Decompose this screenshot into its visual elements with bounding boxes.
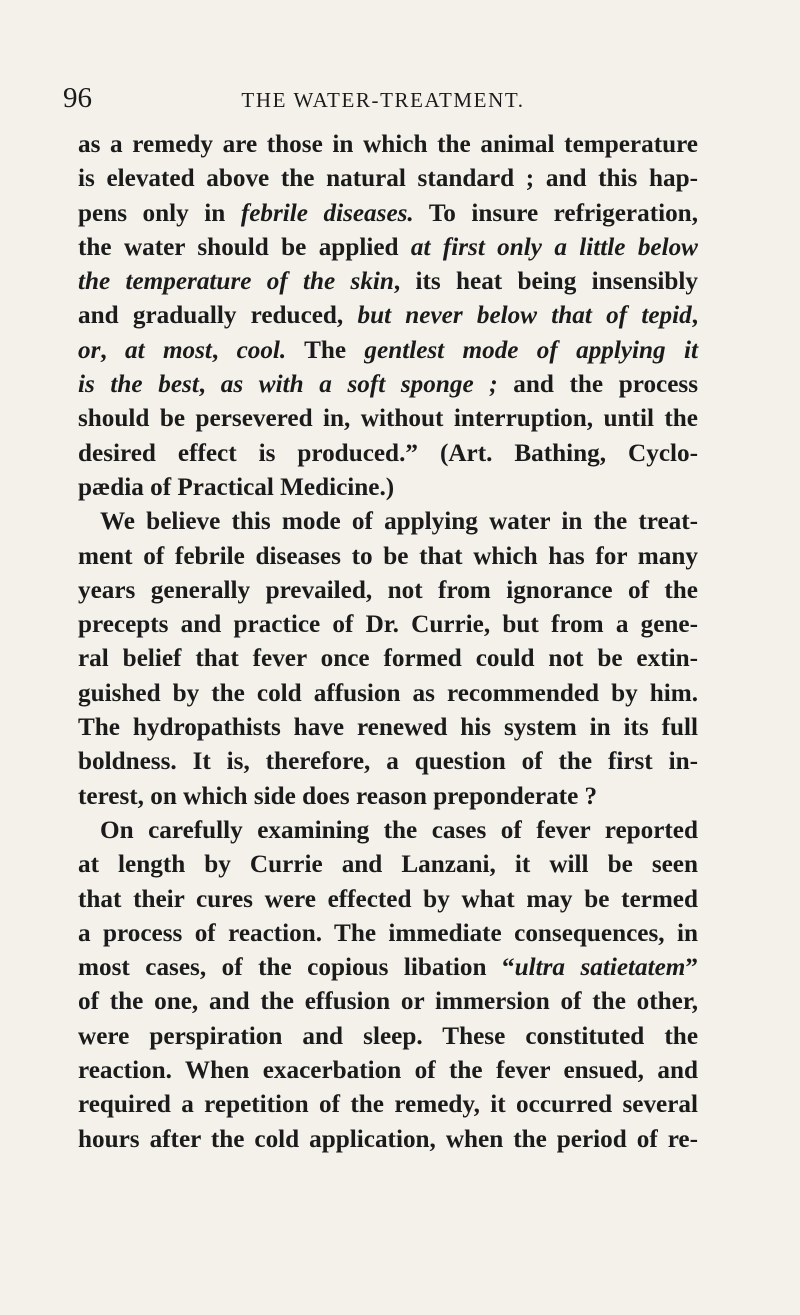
text-run: and gradually reduced, bbox=[78, 302, 358, 330]
text-run: of the one, and the effusion or immersion of the other, bbox=[78, 988, 698, 1016]
text-line bbox=[78, 197, 698, 231]
text-run: desired effect is produced.” (Art. Bathing, Cyclo- bbox=[78, 439, 698, 467]
text-run: ” bbox=[685, 954, 698, 982]
text-line bbox=[78, 608, 698, 642]
text-line bbox=[78, 574, 698, 608]
text-line bbox=[78, 368, 698, 402]
text-run: , bbox=[691, 302, 698, 330]
text-line bbox=[78, 985, 698, 1019]
text-line bbox=[78, 951, 698, 985]
text-run: , bbox=[198, 371, 221, 399]
italic-text: as with a soft sponge ; bbox=[220, 371, 498, 399]
text-run: , its heat being insensibly bbox=[393, 268, 698, 296]
italic-text: but never below that of tepid bbox=[357, 302, 692, 330]
text-run: years generally prevailed, not from ignorance of the bbox=[78, 576, 698, 604]
text-run: reaction. When exacerbation of the fever ensued, and bbox=[78, 1057, 698, 1085]
text-run: hours after the cold application, when the period of re- bbox=[78, 1125, 698, 1153]
italic-text: or bbox=[78, 336, 101, 364]
text-run: ment of febrile diseases to be that which has for many bbox=[78, 542, 698, 570]
text-run: is elevated above the natural standard ; and this hap- bbox=[78, 165, 698, 193]
text-line bbox=[78, 814, 698, 848]
text-line bbox=[78, 299, 698, 333]
italic-text: ultra satietatem bbox=[514, 954, 686, 982]
text-run: a process of reaction. The immediate consequences, in bbox=[78, 919, 698, 947]
text-run: most cases, of the copious libation “ bbox=[78, 954, 515, 982]
text-run: The hydropathists have renewed his system in its full bbox=[78, 714, 698, 742]
italic-text: at most bbox=[125, 336, 212, 364]
text-line bbox=[78, 437, 698, 471]
text-run: On carefully examining the cases of fever reported bbox=[100, 816, 698, 844]
text-line bbox=[78, 334, 698, 368]
text-line bbox=[78, 1088, 698, 1122]
text-run: at length by Currie and Lanzani, it will be seen bbox=[78, 851, 698, 879]
text-run: pædia of Practical Medicine.) bbox=[78, 473, 395, 501]
text-run: the water should be applied bbox=[78, 233, 411, 261]
text-line bbox=[78, 1123, 698, 1157]
text-line bbox=[78, 402, 698, 436]
text-run: The bbox=[286, 336, 365, 364]
text-line bbox=[78, 265, 698, 299]
text-run: and the process bbox=[497, 371, 699, 399]
text-line bbox=[78, 1020, 698, 1054]
text-line bbox=[78, 745, 698, 779]
text-run: , bbox=[211, 336, 237, 364]
text-line bbox=[78, 848, 698, 882]
text-run: should be persevered in, without interruption, until the bbox=[78, 405, 698, 433]
italic-text: is the best bbox=[78, 371, 199, 399]
italic-text: febrile diseases. bbox=[240, 199, 414, 227]
page-header bbox=[63, 78, 703, 118]
text-run: precepts and practice of Dr. Currie, but from a gene- bbox=[78, 611, 698, 639]
text-run: as a remedy are those in which the animal temperature bbox=[78, 131, 698, 158]
text-run: guished by the cold affusion as recommended by him. bbox=[78, 679, 698, 707]
text-line bbox=[78, 917, 698, 951]
text-run: To insure refrigeration, bbox=[413, 199, 698, 227]
text-run: were perspiration and sleep. These constituted the bbox=[78, 1022, 698, 1050]
text-run: required a repetition of the remedy, it occurred several bbox=[78, 1091, 698, 1119]
text-run: that their cures were effected by what may be termed bbox=[78, 885, 698, 913]
text-line bbox=[78, 128, 698, 162]
text-run: pens only in bbox=[78, 199, 241, 227]
text-line bbox=[78, 780, 698, 814]
italic-text: cool. bbox=[236, 336, 287, 364]
text-run: boldness. It is, therefore, a question of the first in- bbox=[78, 748, 698, 776]
text-line bbox=[78, 162, 698, 196]
text-run: terest, on which side does reason preponderate ? bbox=[78, 782, 598, 810]
text-line bbox=[78, 231, 698, 265]
text-line bbox=[78, 471, 698, 505]
italic-text: gentlest mode of applying it bbox=[364, 336, 698, 364]
text-line bbox=[78, 642, 698, 676]
body-text bbox=[78, 128, 698, 1157]
text-line bbox=[78, 711, 698, 745]
text-line bbox=[78, 1054, 698, 1088]
page-number: 96 bbox=[63, 82, 92, 114]
text-line bbox=[78, 540, 698, 574]
italic-text: at first only a little below bbox=[410, 233, 698, 261]
text-run: , bbox=[100, 336, 126, 364]
text-line bbox=[78, 883, 698, 917]
italic-text: the temperature of the skin bbox=[78, 268, 394, 296]
running-head: THE WATER-TREATMENT. bbox=[241, 88, 525, 112]
text-line bbox=[78, 505, 698, 539]
text-run: We believe this mode of applying water in the treat- bbox=[100, 508, 698, 536]
text-run: ral belief that fever once formed could not be extin- bbox=[78, 645, 698, 673]
text-line bbox=[78, 677, 698, 711]
